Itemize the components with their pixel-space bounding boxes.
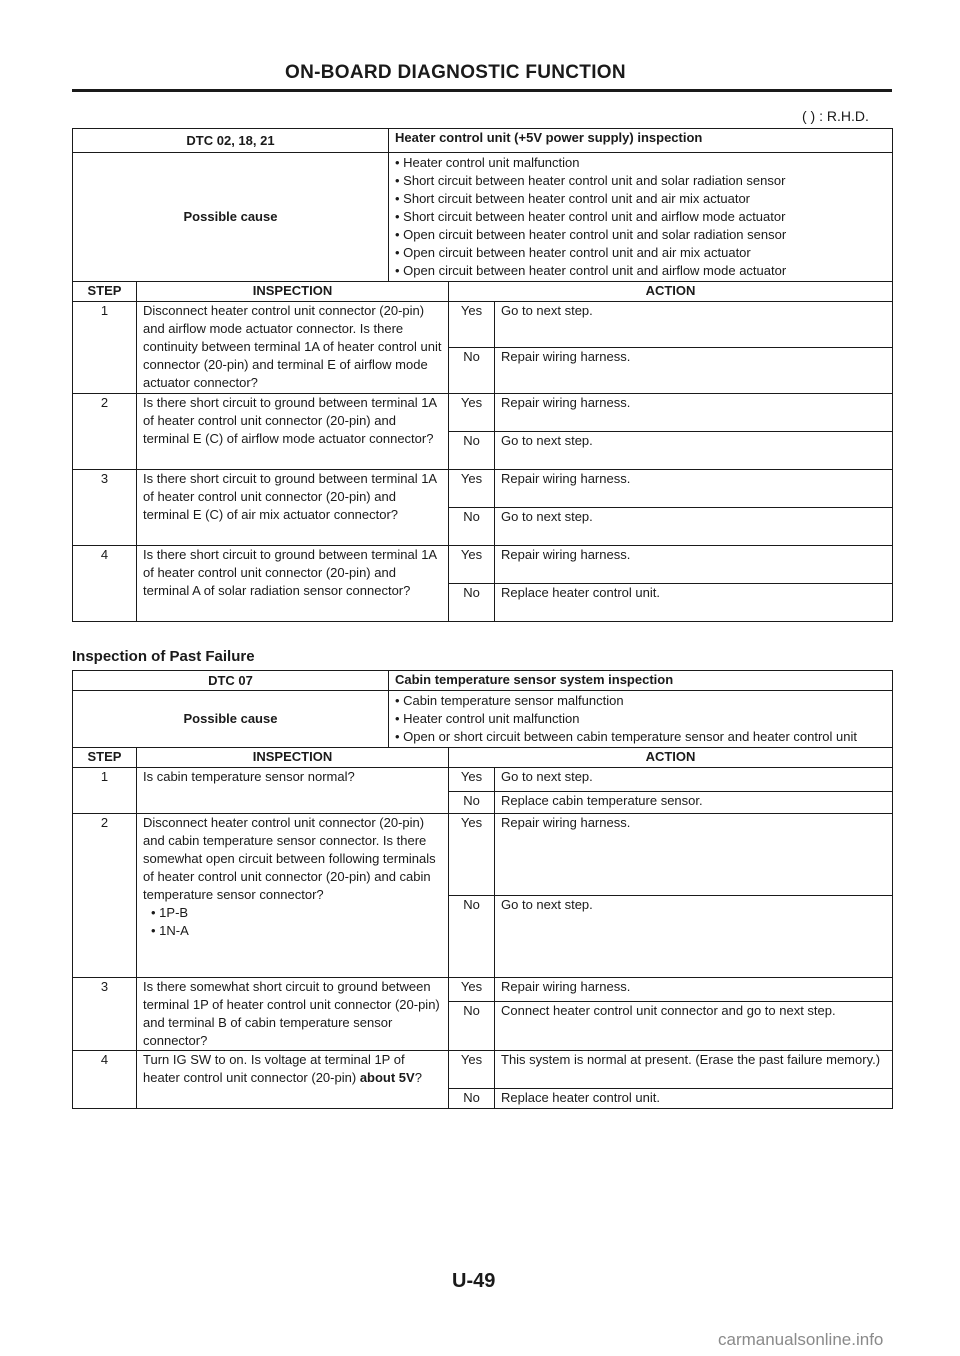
result-yes: Yes [449,1051,495,1089]
action-text: Go to next step. [495,302,893,348]
result-no: No [449,792,495,814]
inspection-text: Disconnect heater control unit connector (20-pin) and airflow mode actuator connector. Is there continuity between terminal 1A of heater control unit connector (20-pin) and terminal E of airflow mode actuator connector? [137,302,449,394]
possible-cause-label: Possible cause [73,691,389,748]
possible-cause-label: Possible cause [73,153,389,282]
dtc-title: Cabin temperature sensor system inspection [389,671,893,691]
inspection-suffix: ? [414,1070,422,1085]
terminal-list [143,904,442,940]
inspection-text: Turn IG SW to on. Is voltage at terminal 1P of heater control unit connector (20-pin) [143,1052,405,1085]
result-yes: Yes [449,546,495,584]
dtc-07-table [72,670,893,1109]
result-yes: Yes [449,394,495,432]
action-text: Connect heater control unit connector and go to next step. [495,1002,893,1051]
terminal-item: • 1P-B [151,904,442,922]
page-title: ON-BOARD DIAGNOSTIC FUNCTION [285,62,626,83]
inspection-text: Is there short circuit to ground between terminal 1A of heater control unit connector (20-pin) and terminal E (C) of air mix actuator connector? [137,470,449,546]
result-no: No [449,508,495,546]
cause-item: • Short circuit between heater control unit and solar radiation sensor [395,172,886,190]
step-number: 1 [73,302,137,394]
terminal-item: • 1N-A [151,922,442,940]
step-number: 4 [73,546,137,622]
cause-item: • Open circuit between heater control unit and solar radiation sensor [395,226,886,244]
action-text: Repair wiring harness. [495,394,893,432]
possible-cause-list [395,692,886,746]
cause-item: • Open or short circuit between cabin temperature sensor and heater control unit [395,728,886,746]
result-yes: Yes [449,470,495,508]
result-no: No [449,1002,495,1051]
possible-cause-list-cell [389,691,893,748]
step-number: 3 [73,470,137,546]
result-yes: Yes [449,768,495,792]
step-number: 2 [73,814,137,978]
cause-item: • Short circuit between heater control unit and air mix actuator [395,190,886,208]
result-no: No [449,348,495,394]
action-text: Go to next step. [495,768,893,792]
result-yes: Yes [449,302,495,348]
action-text: Go to next step. [495,896,893,978]
action-text: Repair wiring harness. [495,978,893,1002]
dtc-code: DTC 02, 18, 21 [73,129,389,153]
step-header: STEP [73,748,137,768]
cause-item: • Cabin temperature sensor malfunction [395,692,886,710]
page-number: U-49 [452,1270,496,1292]
dtc-code: DTC 07 [73,671,389,691]
action-text: Replace cabin temperature sensor. [495,792,893,814]
result-yes: Yes [449,978,495,1002]
action-header: ACTION [449,748,893,768]
step-number: 1 [73,768,137,814]
action-text: Go to next step. [495,432,893,470]
step-number: 4 [73,1051,137,1109]
title-rule [72,89,892,92]
cause-item: • Heater control unit malfunction [395,154,886,172]
action-text: Replace heater control unit. [495,584,893,622]
rhd-note: ( ) : R.H.D. [802,108,869,124]
step-number: 3 [73,978,137,1051]
voltage-value: about 5V [359,1070,415,1085]
cause-item: • Heater control unit malfunction [395,710,886,728]
inspection-text: Disconnect heater control unit connector (20-pin) and cabin temperature sensor connector. Is there somewhat open circuit between following terminals of heater control unit connector (20-pin) and cabin temperature sensor connector? [143,815,436,902]
result-no: No [449,896,495,978]
cause-item: • Open circuit between heater control unit and airflow mode actuator [395,262,886,280]
inspection-text: Is there short circuit to ground between terminal 1A of heater control unit connector (20-pin) and terminal A of solar radiation sensor connector? [137,546,449,622]
action-text: This system is normal at present. (Erase the past failure memory.) [495,1051,893,1089]
inspection-text: Is there somewhat short circuit to ground between terminal 1P of heater control unit connector (20-pin) and terminal B of cabin temperature sensor connector? [137,978,449,1051]
action-text: Repair wiring harness. [495,814,893,896]
action-text: Repair wiring harness. [495,470,893,508]
action-text: Replace heater control unit. [495,1089,893,1109]
result-no: No [449,1089,495,1109]
result-no: No [449,432,495,470]
action-text: Go to next step. [495,508,893,546]
result-no: No [449,584,495,622]
inspection-cell [137,1051,449,1109]
step-number: 2 [73,394,137,470]
result-yes: Yes [449,814,495,896]
cause-item: • Open circuit between heater control unit and air mix actuator [395,244,886,262]
inspection-cell [137,814,449,978]
section-heading: Inspection of Past Failure [72,648,255,665]
cause-item: • Short circuit between heater control unit and airflow mode actuator [395,208,886,226]
inspection-header: INSPECTION [137,748,449,768]
action-text: Repair wiring harness. [495,546,893,584]
watermark: carmanualsonline.info [718,1330,884,1349]
possible-cause-list [395,154,886,280]
action-header: ACTION [449,282,893,302]
dtc-title: Heater control unit (+5V power supply) inspection [389,129,893,153]
inspection-header: INSPECTION [137,282,449,302]
action-text: Repair wiring harness. [495,348,893,394]
inspection-text: Is cabin temperature sensor normal? [137,768,449,814]
step-header: STEP [73,282,137,302]
possible-cause-list-cell [389,153,893,282]
inspection-text: Is there short circuit to ground between terminal 1A of heater control unit connector (20-pin) and terminal E (C) of airflow mode actuator connector? [137,394,449,470]
dtc-02-18-21-table [72,128,893,622]
